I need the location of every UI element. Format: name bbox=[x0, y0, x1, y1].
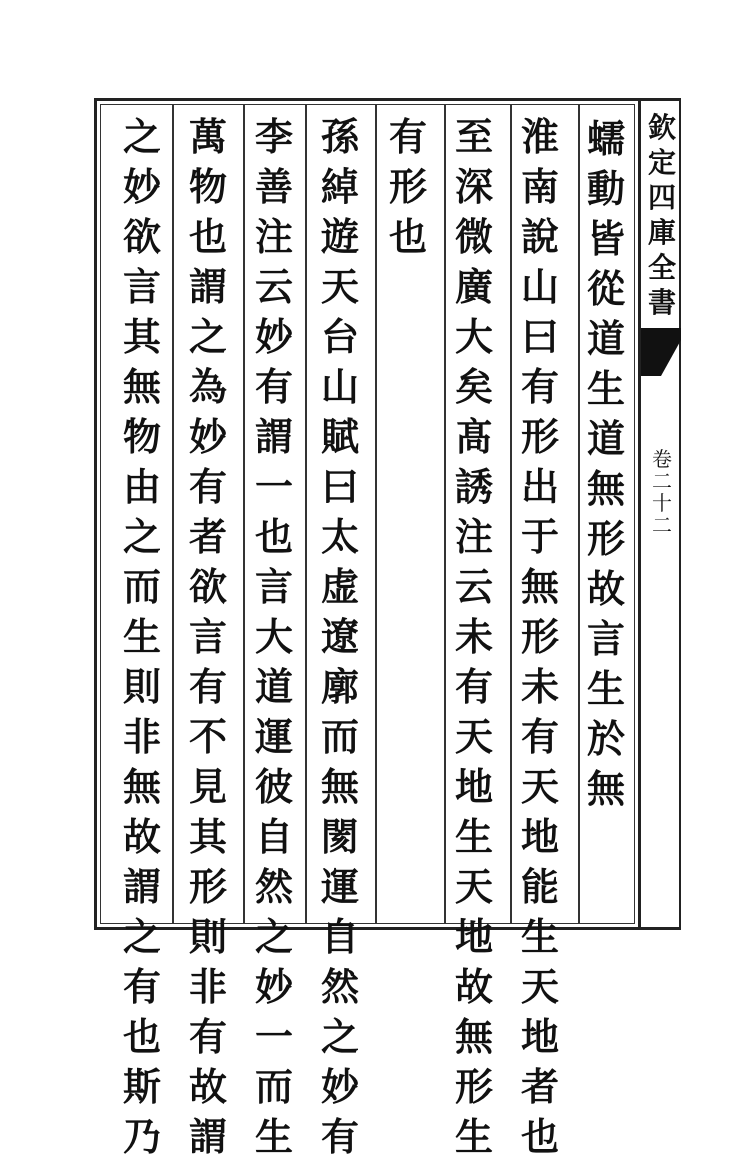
glyph: 故 bbox=[586, 566, 625, 611]
glyph: 孫 bbox=[320, 114, 359, 159]
glyph: 髙 bbox=[454, 414, 493, 459]
glyph: 深 bbox=[454, 164, 493, 209]
glyph: 賦 bbox=[320, 414, 359, 459]
glyph: 于 bbox=[520, 514, 559, 559]
glyph: 欲 bbox=[188, 564, 227, 609]
glyph: 地 bbox=[454, 914, 493, 959]
glyph: 由 bbox=[122, 464, 161, 509]
glyph: 綽 bbox=[320, 164, 359, 209]
column-rule bbox=[243, 104, 245, 924]
column-rule bbox=[172, 104, 174, 924]
glyph: 萬 bbox=[188, 114, 227, 159]
glyph: 微 bbox=[454, 214, 493, 259]
glyph: 道 bbox=[586, 416, 625, 461]
glyph: 故 bbox=[188, 1064, 227, 1109]
glyph: 山 bbox=[320, 364, 359, 409]
glyph: 有 bbox=[188, 664, 227, 709]
column-rule bbox=[578, 104, 580, 924]
glyph: 閡 bbox=[320, 814, 359, 859]
glyph: 非 bbox=[122, 714, 161, 759]
glyph: 注 bbox=[454, 514, 493, 559]
glyph: 曰 bbox=[320, 464, 359, 509]
glyph: 有 bbox=[388, 114, 427, 159]
glyph: 則 bbox=[188, 914, 227, 959]
glyph: 生 bbox=[586, 366, 625, 411]
glyph: 也 bbox=[254, 514, 293, 559]
glyph: 有 bbox=[520, 364, 559, 409]
glyph: 動 bbox=[586, 166, 625, 211]
glyph: 乃 bbox=[122, 1114, 161, 1159]
glyph: 於 bbox=[586, 716, 625, 761]
glyph: 有 bbox=[520, 714, 559, 759]
glyph: 物 bbox=[122, 414, 161, 459]
glyph: 無 bbox=[520, 564, 559, 609]
glyph: 之 bbox=[122, 114, 161, 159]
glyph: 言 bbox=[586, 616, 625, 661]
column-rule bbox=[375, 104, 377, 924]
glyph: 也 bbox=[188, 214, 227, 259]
glyph: 南 bbox=[520, 164, 559, 209]
glyph: 至 bbox=[454, 114, 493, 159]
glyph: 之 bbox=[254, 914, 293, 959]
glyph: 無 bbox=[122, 364, 161, 409]
glyph: 定 bbox=[647, 146, 676, 179]
glyph: 生 bbox=[586, 666, 625, 711]
glyph: 有 bbox=[122, 964, 161, 1009]
column-rule bbox=[444, 104, 446, 924]
glyph: 見 bbox=[188, 764, 227, 809]
glyph: 天 bbox=[520, 764, 559, 809]
column-rule bbox=[305, 104, 307, 924]
glyph: 地 bbox=[520, 814, 559, 859]
glyph: 之 bbox=[122, 914, 161, 959]
glyph: 妙 bbox=[254, 964, 293, 1009]
glyph: 斯 bbox=[122, 1064, 161, 1109]
glyph: 有 bbox=[454, 664, 493, 709]
glyph: 謂 bbox=[254, 414, 293, 459]
glyph: 生 bbox=[520, 914, 559, 959]
glyph: 也 bbox=[388, 214, 427, 259]
glyph: 而 bbox=[320, 714, 359, 759]
glyph: 遊 bbox=[320, 214, 359, 259]
glyph: 遼 bbox=[320, 614, 359, 659]
glyph: 生 bbox=[454, 1114, 493, 1159]
glyph: 廓 bbox=[320, 664, 359, 709]
glyph: 全 bbox=[647, 251, 676, 284]
glyph: 自 bbox=[254, 814, 293, 859]
glyph: 欽 bbox=[647, 111, 676, 144]
column-rule bbox=[510, 104, 512, 924]
text-column-1 bbox=[582, 114, 630, 814]
glyph: 形 bbox=[586, 516, 625, 561]
glyph: 皆 bbox=[586, 216, 625, 261]
glyph: 形 bbox=[520, 614, 559, 659]
glyph: 地 bbox=[520, 1014, 559, 1059]
glyph: 形 bbox=[188, 864, 227, 909]
glyph: 其 bbox=[122, 314, 161, 359]
glyph: 天 bbox=[520, 964, 559, 1009]
glyph: 物 bbox=[188, 164, 227, 209]
text-column-4 bbox=[384, 112, 432, 262]
glyph: 天 bbox=[454, 714, 493, 759]
glyph: 妙 bbox=[122, 164, 161, 209]
glyph: 卷 bbox=[652, 447, 672, 471]
glyph: 注 bbox=[254, 214, 293, 259]
glyph: 妙 bbox=[320, 1064, 359, 1109]
glyph: 生 bbox=[454, 814, 493, 859]
glyph: 自 bbox=[320, 914, 359, 959]
glyph: 而 bbox=[122, 564, 161, 609]
glyph: 有 bbox=[320, 1114, 359, 1159]
glyph: 二 bbox=[652, 469, 672, 493]
glyph: 誘 bbox=[454, 464, 493, 509]
glyph: 地 bbox=[454, 764, 493, 809]
glyph: 之 bbox=[320, 1014, 359, 1059]
glyph: 之 bbox=[188, 314, 227, 359]
text-column-5 bbox=[316, 112, 364, 1162]
glyph: 故 bbox=[454, 964, 493, 1009]
glyph: 山 bbox=[520, 264, 559, 309]
glyph: 無 bbox=[454, 1014, 493, 1059]
glyph: 書 bbox=[647, 286, 676, 319]
glyph: 言 bbox=[122, 264, 161, 309]
glyph: 妙 bbox=[188, 414, 227, 459]
glyph: 無 bbox=[586, 766, 625, 811]
glyph: 然 bbox=[254, 864, 293, 909]
glyph: 運 bbox=[320, 864, 359, 909]
glyph: 也 bbox=[122, 1014, 161, 1059]
glyph: 而 bbox=[254, 1064, 293, 1109]
glyph: 庫 bbox=[647, 216, 676, 249]
glyph: 虚 bbox=[320, 564, 359, 609]
glyph: 能 bbox=[520, 864, 559, 909]
glyph: 無 bbox=[320, 764, 359, 809]
glyph: 非 bbox=[188, 964, 227, 1009]
glyph: 蠕 bbox=[586, 116, 625, 161]
glyph: 則 bbox=[122, 664, 161, 709]
glyph: 曰 bbox=[520, 314, 559, 359]
glyph: 從 bbox=[586, 266, 625, 311]
glyph: 其 bbox=[188, 814, 227, 859]
glyph: 云 bbox=[454, 564, 493, 609]
glyph: 謂 bbox=[122, 864, 161, 909]
glyph: 有 bbox=[254, 364, 293, 409]
glyph: 者 bbox=[520, 1064, 559, 1109]
glyph: 一 bbox=[254, 464, 293, 509]
glyph: 之 bbox=[122, 514, 161, 559]
glyph: 然 bbox=[320, 964, 359, 1009]
glyph: 生 bbox=[254, 1114, 293, 1159]
glyph: 彼 bbox=[254, 764, 293, 809]
text-column-7 bbox=[184, 112, 232, 1162]
glyph: 台 bbox=[320, 314, 359, 359]
glyph: 謂 bbox=[188, 264, 227, 309]
text-column-3 bbox=[450, 112, 498, 1162]
glyph: 為 bbox=[188, 364, 227, 409]
glyph: 大 bbox=[454, 314, 493, 359]
glyph: 大 bbox=[254, 614, 293, 659]
glyph: 一 bbox=[254, 1014, 293, 1059]
glyph: 矣 bbox=[454, 364, 493, 409]
fishtail-mark bbox=[641, 328, 681, 376]
glyph: 四 bbox=[647, 181, 676, 214]
glyph: 形 bbox=[388, 164, 427, 209]
glyph: 言 bbox=[188, 614, 227, 659]
glyph: 有 bbox=[188, 464, 227, 509]
glyph: 十 bbox=[652, 491, 672, 515]
glyph: 說 bbox=[520, 214, 559, 259]
glyph: 形 bbox=[454, 1064, 493, 1109]
text-column-2 bbox=[516, 112, 564, 1162]
glyph: 謂 bbox=[188, 1114, 227, 1159]
glyph: 善 bbox=[254, 164, 293, 209]
text-column-6 bbox=[250, 112, 298, 1162]
glyph: 無 bbox=[586, 466, 625, 511]
glyph: 云 bbox=[254, 264, 293, 309]
glyph: 道 bbox=[586, 316, 625, 361]
glyph: 運 bbox=[254, 714, 293, 759]
glyph: 道 bbox=[254, 664, 293, 709]
glyph: 形 bbox=[520, 414, 559, 459]
glyph: 無 bbox=[122, 764, 161, 809]
glyph: 言 bbox=[254, 564, 293, 609]
glyph: 者 bbox=[188, 514, 227, 559]
glyph: 太 bbox=[320, 514, 359, 559]
glyph: 生 bbox=[122, 614, 161, 659]
glyph: 未 bbox=[454, 614, 493, 659]
glyph: 未 bbox=[520, 664, 559, 709]
glyph: 天 bbox=[454, 864, 493, 909]
glyph: 李 bbox=[254, 114, 293, 159]
glyph: 也 bbox=[520, 1114, 559, 1159]
glyph: 故 bbox=[122, 814, 161, 859]
glyph: 淮 bbox=[520, 114, 559, 159]
glyph: 妙 bbox=[254, 314, 293, 359]
glyph: 出 bbox=[520, 464, 559, 509]
glyph: 欲 bbox=[122, 214, 161, 259]
margin-volume bbox=[649, 448, 675, 536]
glyph: 天 bbox=[320, 264, 359, 309]
glyph: 廣 bbox=[454, 264, 493, 309]
margin-title bbox=[645, 110, 679, 320]
glyph: 二 bbox=[652, 513, 672, 537]
glyph: 有 bbox=[188, 1014, 227, 1059]
text-column-8 bbox=[118, 112, 166, 1162]
glyph: 不 bbox=[188, 714, 227, 759]
